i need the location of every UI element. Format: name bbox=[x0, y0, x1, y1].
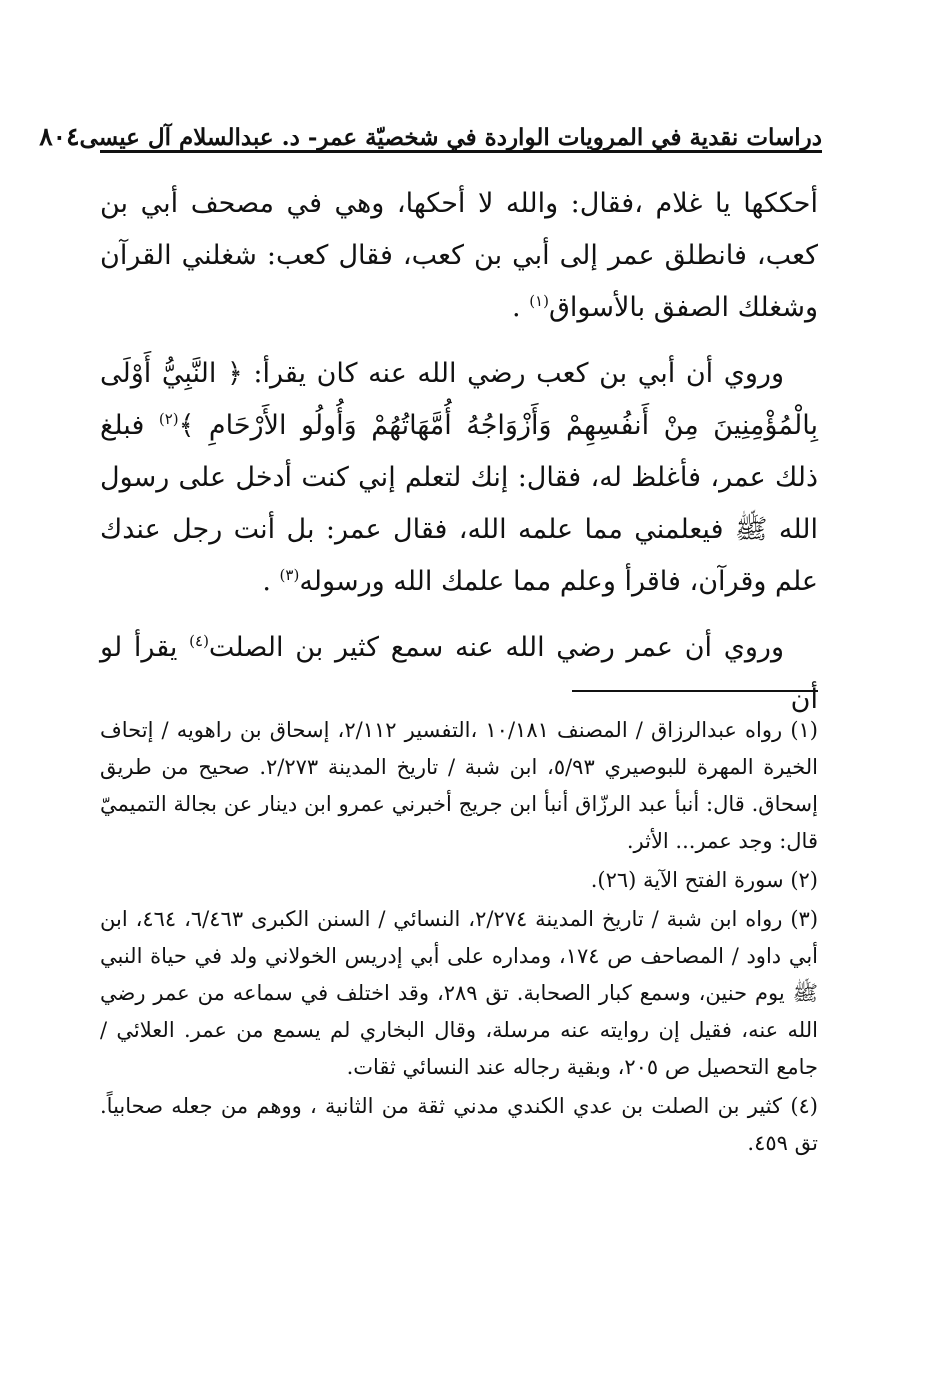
footnote-text: سورة الفتح الآية (٢٦). bbox=[590, 868, 784, 892]
footnote-text: رواه عبدالرزاق / المصنف ١٠/١٨١ ،التفسير ٢/١١٢، إسحاق بن راهويه / إتحاف الخيرة المهرة للبوصيري ٥/٩٣، ابن شبة / تاريخ المدينة ٢/٢٧٣. صحيح من طريق إسحاق. قال: أنبأ عبد الرزّاق أنبأ ابن جريج أخبرني عمرو ابن دينار عن بجالة التميميّ قال: وجد عمر... الأثر. bbox=[100, 718, 818, 853]
page-number: ٨٠٤ bbox=[39, 122, 80, 151]
footnote-2 bbox=[100, 862, 818, 899]
footnote-4 bbox=[100, 1088, 818, 1162]
paragraph-3: وروي أن عمر رضي الله عنه سمع كثير بن الصلت$^{(٤)}$ يقرأ لو أن bbox=[100, 632, 818, 715]
footnote-number: (١) bbox=[790, 718, 818, 742]
footnote-ref-1[interactable]: (١) bbox=[529, 292, 549, 310]
running-header bbox=[39, 108, 822, 152]
header-rule bbox=[100, 150, 822, 153]
footnote-number: (٤) bbox=[790, 1094, 818, 1118]
paragraph-1: أحككها يا غلام ،فقال: والله لا أحكها، وهي في مصحف أبي بن كعب، فانطلق عمر إلى أبي بن كعب، فقال كعب: شغلني القرآن وشغلك الصفق بالأسواق$^{(١)}$ . bbox=[100, 188, 818, 323]
footnotes bbox=[100, 712, 818, 1164]
footnote-text: رواه ابن شبة / تاريخ المدينة ٢/٢٧٤، النسائي / السنن الكبرى ٦/٤٦٣، ٤٦٤، ابن أبي داود / المصاحف ص ١٧٤، ومداره على أبي إدريس الخولاني ولد في حياة النبي ﷺ يوم حنين، وسمع كبار الصحابة. تق ٢٨٩، وقد اختلف في سماعه من عمر رضي الله عنه، فقيل إن روايته عنه مرسلة، وقال البخاري لم يسمع من عمر. العلائي / جامع التحصيل ص ٢٠٥، وبقية رجاله عند النسائي ثقات. bbox=[100, 907, 819, 1079]
footnote-number: (٢) bbox=[790, 868, 818, 892]
footnote-number: (٣) bbox=[790, 907, 819, 931]
main-text bbox=[100, 178, 818, 726]
header-title: دراسات نقدية في المرويات الواردة في شخصيّة عمر- د. عبدالسلام آل عيسى bbox=[79, 124, 822, 152]
footnote-text: كثير بن الصلت بن عدي الكندي مدني ثقة من الثانية ، ووهم من جعله صحابياً. تق ٤٥٩. bbox=[100, 1094, 818, 1155]
footnote-ref-3[interactable]: (٣) bbox=[279, 566, 300, 584]
footnote-ref-4[interactable]: (٤) bbox=[189, 632, 209, 650]
footnote-3 bbox=[100, 901, 818, 1086]
footnote-ref-2[interactable]: (٢) bbox=[158, 410, 179, 428]
footnote-1 bbox=[100, 712, 818, 860]
footnote-separator bbox=[572, 690, 818, 692]
paragraph-2: وروي أن أبي بن كعب رضي الله عنه كان يقرأ: ﴿ النَّبِيُّ أَوْلَى بِالْمُؤْمِنِينَ مِنْ أَنفُسِهِمْ وَأَزْوَاجُهُ أُمَّهَاتُهُمْ وَأُولُو الأَرْحَامِ ﴾$^{(٢)}$ فبلغ ذلك عمر، فأغلظ له، فقال: إنك لتعلم إني كنت أدخل على رسول الله ﷺ فيعلمني مما علمه الله، فقال عمر: بل أنت رجل عندك علم وقرآن، فاقرأ وعلم مما علمك الله ورسوله$^{(٣)}$ . bbox=[100, 358, 818, 597]
